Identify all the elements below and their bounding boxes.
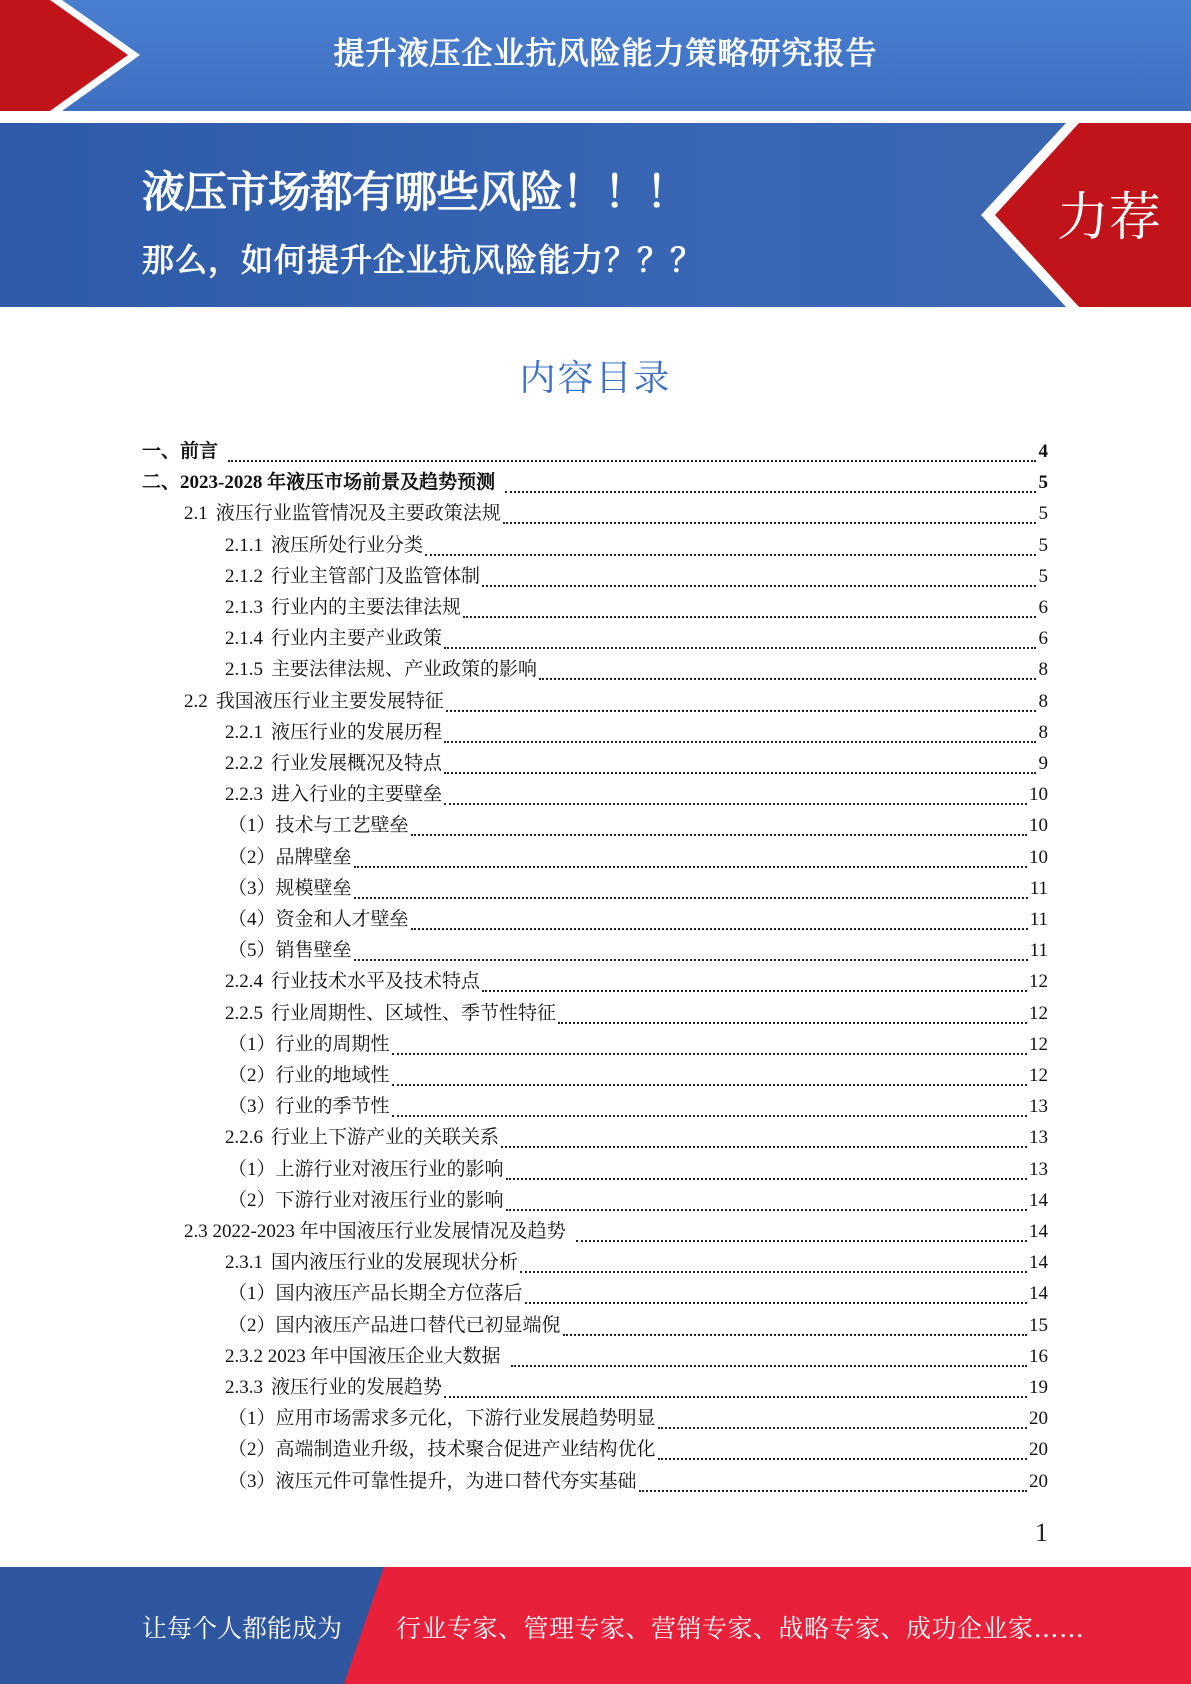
toc-entry-title: 液压行业的发展趋势	[271, 1377, 443, 1398]
toc-entry-title: 行业技术水平及技术特点	[271, 971, 481, 992]
toc-entry[interactable]	[225, 530, 1048, 561]
toc-entry[interactable]	[225, 966, 1048, 997]
toc-page-number: 13	[1029, 1127, 1048, 1148]
toc-entry[interactable]	[228, 904, 1048, 935]
toc-leader-dots	[563, 1334, 1027, 1336]
toc-entry-title: 我国液压行业主要发展特征	[215, 691, 444, 712]
toc-leader-dots	[482, 585, 1036, 587]
toc-entry-title: 国内液压产品长期全方位落后	[275, 1283, 523, 1304]
toc-page-number: 14	[1029, 1252, 1048, 1273]
toc-leader-dots	[525, 1302, 1027, 1304]
toc-entry-number: （5）	[228, 940, 276, 961]
toc-entry[interactable]	[228, 873, 1048, 904]
toc-entry-title: 上游行业对液压行业的影响	[275, 1159, 504, 1180]
toc-entry-number: （1）	[228, 1283, 276, 1304]
toc-entry[interactable]	[228, 1185, 1048, 1216]
footer-slogan-right: 行业专家、管理专家、营销专家、战略专家、成功企业家……	[396, 1614, 1085, 1643]
toc-entry-number: 2.1.1	[225, 535, 263, 556]
promo-banner	[0, 123, 1191, 307]
toc-entry[interactable]	[225, 748, 1048, 779]
toc-entry[interactable]	[225, 654, 1048, 685]
toc-leader-dots	[576, 1240, 1027, 1242]
toc-page-number: 8	[1038, 691, 1048, 712]
toc-page-number: 12	[1029, 1065, 1048, 1086]
toc-entry-number: 2.3.1	[225, 1252, 263, 1273]
toc-entry-title: 技术与工艺壁垒	[275, 815, 409, 836]
toc-page-number: 13	[1029, 1159, 1048, 1180]
toc-entry[interactable]	[225, 592, 1048, 623]
toc-entry-title: 规模壁垒	[275, 878, 352, 899]
page-number: 1	[1035, 1518, 1048, 1547]
toc-entry-title: 国内液压产品进口替代已初显端倪	[275, 1315, 561, 1336]
toc-page-number: 12	[1029, 1003, 1048, 1024]
toc-leader-dots	[658, 1427, 1027, 1429]
toc-leader-dots	[463, 616, 1036, 618]
toc-page-number: 20	[1029, 1408, 1048, 1429]
toc-entry[interactable]	[228, 810, 1048, 841]
toc-entry-number: 2.1	[184, 503, 208, 524]
toc-entry[interactable]	[225, 1372, 1048, 1403]
toc-page-number: 16	[1029, 1346, 1048, 1367]
toc-entry-number: （2）	[228, 1439, 276, 1460]
toc-page-number: 5	[1038, 503, 1048, 524]
toc-entry-number: （3）	[228, 1096, 276, 1117]
toc-leader-dots	[425, 554, 1036, 556]
toc-page-number: 10	[1029, 847, 1048, 868]
toc-entry[interactable]	[228, 1060, 1048, 1091]
toc-entry-number: 2.2.3	[225, 784, 263, 805]
toc-page-number: 20	[1029, 1471, 1048, 1492]
toc-entry[interactable]	[184, 498, 1048, 529]
toc-entry-number: （2）	[228, 1190, 276, 1211]
toc-entry-title: 行业上下游产业的关联关系	[271, 1127, 500, 1148]
toc-heading: 内容目录	[519, 358, 672, 399]
toc-entry-title: 行业的周期性	[275, 1034, 390, 1055]
toc-entry[interactable]	[228, 842, 1048, 873]
toc-page-number: 5	[1038, 535, 1048, 556]
toc-entry[interactable]	[184, 1216, 1048, 1247]
toc-leader-dots	[482, 990, 1027, 992]
banner-headline: 液压市场都有哪些风险！！！	[142, 168, 688, 218]
toc-page-number: 11	[1029, 909, 1048, 930]
toc-entry-number: （2）	[228, 1065, 276, 1086]
toc-entry[interactable]	[225, 998, 1048, 1029]
toc-entry-number: （1）	[228, 1408, 276, 1429]
report-title: 提升液压企业抗风险能力策略研究报告	[333, 36, 878, 72]
toc-leader-dots	[228, 460, 1036, 462]
toc-entry[interactable]	[225, 1341, 1048, 1372]
toc-entry[interactable]	[228, 1154, 1048, 1185]
toc-entry-title: 液压行业监管情况及主要政策法规	[215, 503, 501, 524]
toc-page-number: 14	[1029, 1283, 1048, 1304]
toc-entry[interactable]	[228, 1466, 1048, 1497]
toc-leader-dots	[392, 1115, 1027, 1117]
toc-entry[interactable]	[228, 1310, 1048, 1341]
toc-entry-number: 2.3.3	[225, 1377, 263, 1398]
toc-entry-number: 2.2.4	[225, 971, 263, 992]
toc-page-number: 5	[1038, 566, 1048, 587]
toc-entry-number: 2.1.4	[225, 628, 263, 649]
footer-band	[0, 1567, 1191, 1684]
toc-page-number: 12	[1029, 1034, 1048, 1055]
toc-entry-title: 行业内主要产业政策	[271, 628, 443, 649]
toc-leader-dots	[506, 1178, 1027, 1180]
toc-leader-dots	[520, 1271, 1027, 1273]
toc-entry-number: 2.2.1	[225, 722, 263, 743]
toc-page-number: 14	[1029, 1190, 1048, 1211]
toc-entry-number: 2.3 2022-2023 年中国液压行业发展情况及趋势	[184, 1221, 566, 1242]
toc-page-number: 13	[1029, 1096, 1048, 1117]
toc-entry-title: 行业周期性、区域性、季节性特征	[271, 1003, 557, 1024]
toc-entry-number: （1）	[228, 1159, 276, 1180]
toc-entry-number: 2.2.6	[225, 1127, 263, 1148]
toc-entry-title: 应用市场需求多元化，下游行业发展趋势明显	[275, 1408, 656, 1429]
toc-entry-title: 液压元件可靠性提升，为进口替代夯实基础	[275, 1471, 637, 1492]
toc-leader-dots	[392, 1084, 1027, 1086]
toc-leader-dots	[444, 647, 1036, 649]
toc-entry[interactable]	[228, 1403, 1048, 1434]
toc-entry-number: （2）	[228, 847, 276, 868]
toc-entry[interactable]	[225, 1247, 1048, 1278]
toc-entry-title: 主要法律法规、产业政策的影响	[271, 659, 538, 680]
toc-leader-dots	[503, 522, 1036, 524]
toc-entry-number: 2.1.3	[225, 597, 263, 618]
toc-leader-dots	[354, 866, 1027, 868]
toc-page-number: 10	[1029, 815, 1048, 836]
toc-leader-dots	[354, 959, 1028, 961]
toc-page-number: 11	[1029, 940, 1048, 961]
toc-leader-dots	[511, 1365, 1027, 1367]
toc-entry-title: 行业主管部门及监管体制	[271, 566, 481, 587]
toc-entry-number: （3）	[228, 1471, 276, 1492]
recommend-badge: 力荐	[1056, 188, 1161, 248]
toc-page-number: 19	[1029, 1377, 1048, 1398]
toc-entry-number: （4）	[228, 909, 276, 930]
toc-entry[interactable]	[228, 935, 1048, 966]
toc-entry[interactable]	[228, 1029, 1048, 1060]
toc-leader-dots	[639, 1490, 1027, 1492]
report-header-band	[0, 0, 1191, 111]
toc-leader-dots	[411, 834, 1027, 836]
toc-leader-dots	[411, 928, 1028, 930]
toc-entry-title: 行业的季节性	[275, 1096, 390, 1117]
toc-leader-dots	[658, 1458, 1027, 1460]
toc-entry-title: 下游行业对液压行业的影响	[275, 1190, 504, 1211]
banner-subheadline: 那么，如何提升企业抗风险能力？？？	[142, 241, 704, 279]
toc-entry-number: 2.1.5	[225, 659, 263, 680]
toc-page-number: 6	[1038, 597, 1048, 618]
toc-page-number: 5	[1038, 472, 1048, 493]
toc-leader-dots	[444, 803, 1027, 805]
toc-entry-title: 国内液压行业的发展现状分析	[271, 1252, 519, 1273]
toc-leader-dots	[392, 1053, 1027, 1055]
toc-page-number: 12	[1029, 971, 1048, 992]
toc-leader-dots	[558, 1022, 1027, 1024]
toc-entry[interactable]	[228, 1091, 1048, 1122]
toc-entry[interactable]	[228, 1278, 1048, 1309]
toc-leader-dots	[444, 772, 1036, 774]
toc-page-number: 14	[1029, 1221, 1048, 1242]
toc-leader-dots	[501, 1146, 1027, 1148]
toc-leader-dots	[506, 1209, 1027, 1211]
toc-leader-dots	[354, 897, 1028, 899]
toc-page-number: 6	[1038, 628, 1048, 649]
toc-entry-title: 高端制造业升级，技术聚合促进产业结构优化	[275, 1439, 656, 1460]
toc-page-number: 9	[1038, 753, 1048, 774]
toc-entry[interactable]	[225, 561, 1048, 592]
toc-entry[interactable]	[225, 1122, 1048, 1153]
toc-entry-number: 2.1.2	[225, 566, 263, 587]
toc-entry-title: 行业内的主要法律法规	[271, 597, 462, 618]
toc-entry-title: 进入行业的主要壁垒	[271, 784, 443, 805]
toc-entry-number: （2）	[228, 1315, 276, 1336]
toc-leader-dots	[444, 1396, 1027, 1398]
toc-entry[interactable]	[225, 779, 1048, 810]
toc-entry-number: 一、前言	[142, 441, 219, 462]
footer-slogan-left: 让每个人都能成为	[142, 1614, 343, 1643]
toc-entry-number: 2.3.2 2023 年中国液压企业大数据	[225, 1346, 501, 1367]
toc-entry-title: 资金和人才壁垒	[275, 909, 409, 930]
toc-entry[interactable]	[228, 1434, 1048, 1465]
toc-page-number: 4	[1038, 441, 1048, 462]
toc-leader-dots	[505, 491, 1036, 493]
toc-entry-title: 品牌壁垒	[275, 847, 352, 868]
toc-entry-number: 2.2.5	[225, 1003, 263, 1024]
toc-leader-dots	[539, 678, 1036, 680]
toc-entry[interactable]	[225, 623, 1048, 654]
toc-entry-number: 二、2023-2028 年液压市场前景及趋势预测	[142, 472, 496, 493]
toc-entry[interactable]	[184, 686, 1048, 717]
toc-leader-dots	[446, 710, 1036, 712]
toc-entry-number: （1）	[228, 1034, 276, 1055]
toc-entry-title: 销售壁垒	[275, 940, 352, 961]
toc-entry-title: 液压行业的发展历程	[271, 722, 443, 743]
toc-page-number: 8	[1038, 722, 1048, 743]
toc-entry-number: （1）	[228, 815, 276, 836]
toc-page-number: 20	[1029, 1439, 1048, 1460]
toc-entry[interactable]	[142, 436, 1048, 467]
toc-leader-dots	[444, 741, 1036, 743]
divider	[0, 111, 1191, 123]
toc-page-number: 10	[1029, 784, 1048, 805]
toc-entry-title: 液压所处行业分类	[271, 535, 424, 556]
toc-entry-number: 2.2	[184, 691, 208, 712]
toc-entry[interactable]	[225, 717, 1048, 748]
toc-entry-title: 行业的地域性	[275, 1065, 390, 1086]
toc-entry-number: （3）	[228, 878, 276, 899]
toc-page-number: 11	[1029, 878, 1048, 899]
toc-entry-number: 2.2.2	[225, 753, 263, 774]
toc-page-number: 8	[1038, 659, 1048, 680]
toc-entry-title: 行业发展概况及特点	[271, 753, 443, 774]
toc-entry[interactable]	[142, 467, 1048, 498]
toc-page-number: 15	[1029, 1315, 1048, 1336]
